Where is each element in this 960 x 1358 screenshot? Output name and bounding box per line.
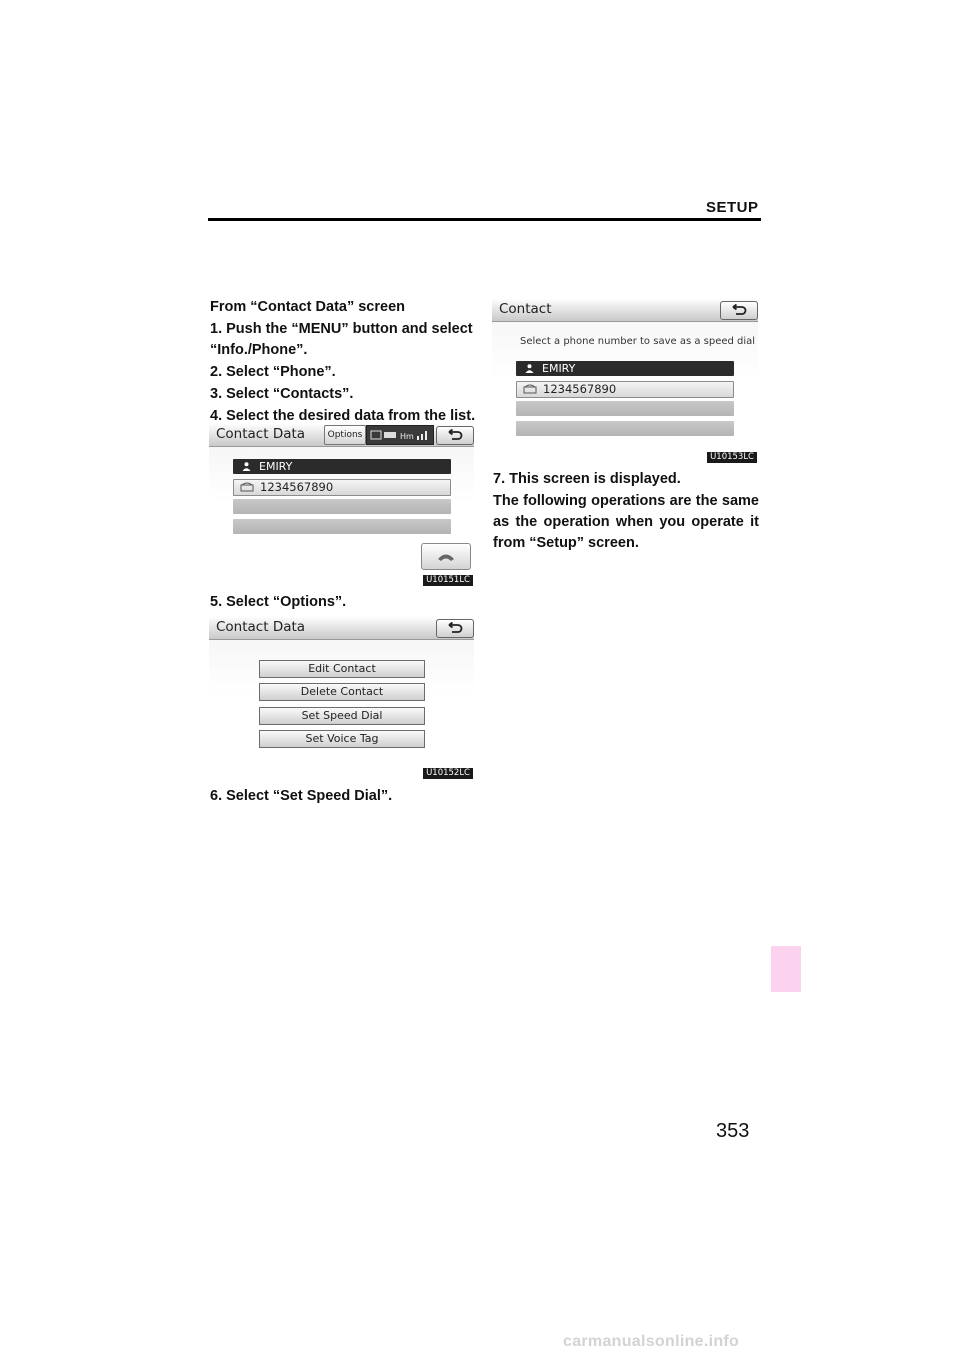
title-bar <box>209 617 474 640</box>
watermark: carmanualsonline.info <box>563 1333 740 1350</box>
intro-line: From “Contact Data” screen <box>210 299 405 315</box>
figure-code: U10152LC <box>423 768 473 779</box>
step-6: 6. Select “Set Speed Dial”. <box>210 788 393 804</box>
back-arrow-icon <box>731 304 747 316</box>
phone-handset-icon <box>422 544 470 569</box>
back-arrow-icon <box>447 429 463 441</box>
contact-speed-dial-screen <box>492 299 758 464</box>
phone-number-row[interactable] <box>233 479 451 496</box>
step-2: 2. Select “Phone”. <box>210 364 336 380</box>
title-bar <box>209 424 474 447</box>
edit-contact-button[interactable]: Edit Contact <box>259 660 425 678</box>
contact-name: EMIRY <box>259 460 293 473</box>
step-4: 4. Select the desired data from the list. <box>210 408 476 424</box>
intro-text <box>210 297 478 427</box>
section-title: SETUP <box>706 199 759 216</box>
back-button[interactable] <box>436 619 474 638</box>
set-voice-tag-button[interactable]: Set Voice Tag <box>259 730 425 748</box>
step-3: 3. Select “Contacts”. <box>210 386 354 402</box>
back-arrow-icon <box>447 622 463 634</box>
note-text: The following operations are the same as the operation when you operate it from “Setup” screen. <box>493 493 759 551</box>
speed-dial-prompt: Select a phone number to save as a speed dial <box>520 336 756 347</box>
empty-row <box>233 519 451 534</box>
set-speed-dial-button[interactable]: Set Speed Dial <box>259 707 425 725</box>
step-5: 5. Select “Options”. <box>210 594 347 610</box>
person-icon <box>242 462 251 471</box>
person-icon <box>525 364 534 373</box>
phone-number: 1234567890 <box>260 480 334 494</box>
phone-number: 1234567890 <box>543 382 617 396</box>
phone-number-row[interactable] <box>516 381 734 398</box>
empty-row <box>233 499 451 514</box>
status-text: Hm <box>400 432 414 441</box>
contact-name-row <box>516 361 734 376</box>
header-rule <box>208 218 761 221</box>
empty-row <box>516 421 734 436</box>
contact-data-screen <box>209 424 474 587</box>
screen-title: Contact <box>499 301 552 317</box>
options-button[interactable]: Options <box>324 425 366 445</box>
step-7: 7. This screen is displayed. <box>493 471 681 487</box>
contact-data-options-screen <box>209 617 474 780</box>
phone-icon <box>240 482 254 492</box>
contact-name: EMIRY <box>542 362 576 375</box>
figure-code: U10151LC <box>423 575 473 586</box>
status-indicators <box>366 425 434 445</box>
contact-name-row[interactable] <box>233 459 451 474</box>
back-button[interactable] <box>436 426 474 445</box>
right-text <box>493 469 759 554</box>
page-number: 353 <box>716 1120 750 1142</box>
status-icons <box>367 426 433 444</box>
phone-icon <box>523 384 537 394</box>
title-bar <box>492 299 758 322</box>
figure-code: U10153LC <box>707 452 757 463</box>
screen-title: Contact Data <box>216 426 306 442</box>
step-1: 1. Push the “MENU” button and select “Info./Phone”. <box>210 321 473 358</box>
call-button[interactable] <box>421 543 471 570</box>
delete-contact-button[interactable]: Delete Contact <box>259 683 425 701</box>
empty-row <box>516 401 734 416</box>
back-button[interactable] <box>720 301 758 320</box>
chapter-tab <box>771 946 801 992</box>
screen-title: Contact Data <box>216 619 306 635</box>
